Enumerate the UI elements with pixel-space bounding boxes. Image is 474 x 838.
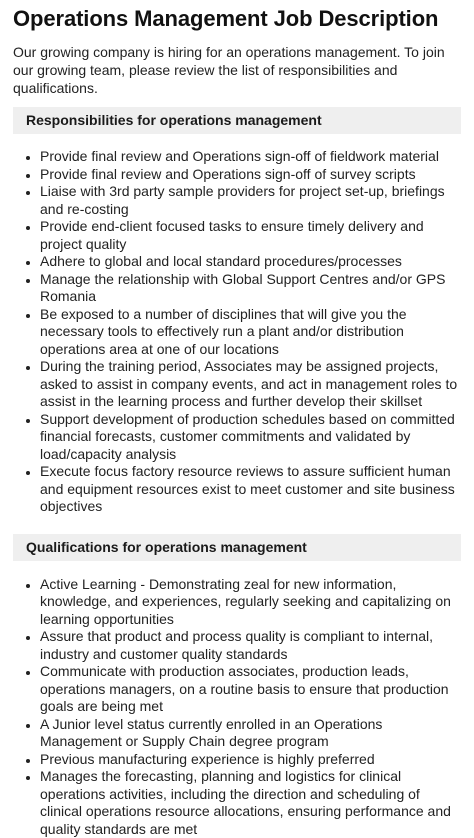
list-item: • Manage the relationship with Global Support Centres and/or GPS Romania <box>40 271 461 306</box>
list-item: • Support development of production schedules based on committed financial forecasts, customer commitments and validated by load/capacity analysis <box>40 411 461 464</box>
list-item: • Manages the forecasting, planning and logistics for clinical operations activities, including the direction and scheduling of clinical operations resource allocations, ensuring performance and quality standards are met <box>40 768 461 838</box>
list-item: • Assure that product and process quality is compliant to internal, industry and customer quality standards <box>40 628 461 663</box>
list-item: • Liaise with 3rd party sample providers for project set-up, briefings and re-costing <box>40 183 461 218</box>
qualifications-list <box>13 576 461 838</box>
responsibilities-list <box>13 148 461 516</box>
list-item: • Provide end-client focused tasks to ensure timely delivery and project quality <box>40 218 461 253</box>
list-item: • Active Learning - Demonstrating zeal for new information, knowledge, and experiences, regularly seeking and capitalizing on learning opportunities <box>40 576 461 629</box>
list-item: • Communicate with production associates, production leads, operations managers, on a routine basis to ensure that production goals are being met <box>40 663 461 716</box>
list-item: • Provide final review and Operations sign-off of survey scripts <box>40 166 461 184</box>
page-title: Operations Management Job Description <box>13 0 461 32</box>
qualifications-heading: Qualifications for operations management <box>13 534 461 561</box>
list-item: • A Junior level status currently enrolled in an Operations Management or Supply Chain degree program <box>40 716 461 751</box>
list-item: • Adhere to global and local standard procedures/processes <box>40 253 461 271</box>
responsibilities-heading: Responsibilities for operations management <box>13 107 461 134</box>
list-item: • Previous manufacturing experience is highly preferred <box>40 751 461 769</box>
list-item: • Execute focus factory resource reviews to assure sufficient human and equipment resources exist to meet customer and site business objectives <box>40 463 461 516</box>
intro-paragraph: Our growing company is hiring for an operations management. To join our growing team, please review the list of responsibilities and qualifications. <box>13 43 461 97</box>
list-item: • During the training period, Associates may be assigned projects, asked to assist in company events, and act in management roles to assist in the learning process and further develop their skillset <box>40 358 461 411</box>
list-item: • Be exposed to a number of disciplines that will give you the necessary tools to effectively run a plant and/or distribution operations area at one of our locations <box>40 306 461 359</box>
list-item: • Provide final review and Operations sign-off of fieldwork material <box>40 148 461 166</box>
